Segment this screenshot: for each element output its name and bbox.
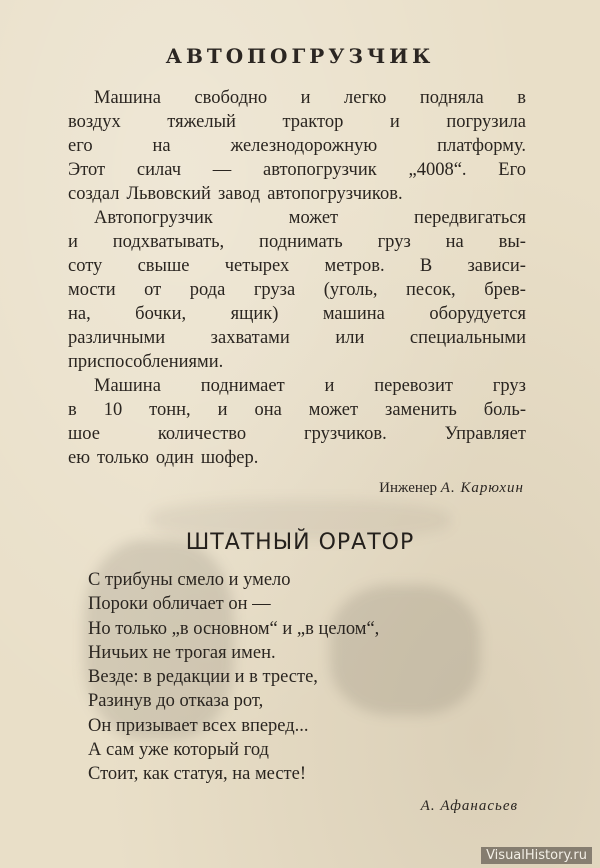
article-line: воздух тяжелый трактор и погрузила (68, 112, 526, 132)
poem-line: Везде: в редакции и в тресте, (88, 667, 318, 688)
poem-body (88, 568, 548, 787)
article-line: Машина поднимает и перевозит груз (94, 376, 526, 396)
article-line: соту свыше четырех метров. В зависи- (68, 256, 526, 276)
poem-line: Разинув до отказа рот, (88, 691, 264, 712)
article-line: Этот силач — автопогрузчик „4008“. Его (68, 160, 526, 180)
article-line: его на железнодорожную платформу. (68, 136, 526, 156)
article-body (68, 86, 526, 470)
article-line: Машина свободно и легко подняла в (94, 88, 526, 108)
poem-title: ШТАТНЫЙ ОРАТОР (185, 530, 415, 555)
article-author (379, 480, 524, 497)
poem-line: А сам уже который год (88, 740, 269, 761)
article-line: мости от рода груза (уголь, песок, брев- (68, 280, 526, 300)
poem-author: А. Афанасьев (420, 798, 518, 814)
article-line: различными захватами или специальными (68, 328, 526, 348)
watermark: VisualHistory.ru (481, 847, 592, 864)
article-line: ею только один шофер. (68, 448, 259, 468)
article-line: создал Львовский завод автопогрузчиков. (68, 184, 403, 204)
poem-line: Пороки обличает он — (88, 594, 271, 615)
article-line: и подхватывать, поднимать груз на вы- (68, 232, 526, 252)
poem-line: С трибуны смело и умело (88, 570, 291, 590)
poem-line: Но только „в основном“ и „в целом“, (88, 618, 380, 639)
article-line: на, бочки, ящик) машина оборудуется (68, 304, 526, 324)
article-line: шое количество грузчиков. Управляет (68, 424, 526, 444)
author-name: А. Карюхин (440, 480, 524, 496)
article-line: в 10 тонн, и она может заменить боль- (68, 400, 526, 420)
article-title: АВТОПОГРУЗЧИК (165, 44, 435, 68)
author-role: Инженер (379, 480, 438, 496)
article-line: приспособлениями. (68, 352, 224, 372)
poem-line: Он призывает всех вперед... (88, 715, 309, 736)
poem-line: Ничьих не трогая имен. (88, 642, 276, 663)
article-line: Автопогрузчик может передвигаться (94, 208, 526, 228)
poem-line: Стоит, как статуя, на месте! (88, 764, 306, 785)
